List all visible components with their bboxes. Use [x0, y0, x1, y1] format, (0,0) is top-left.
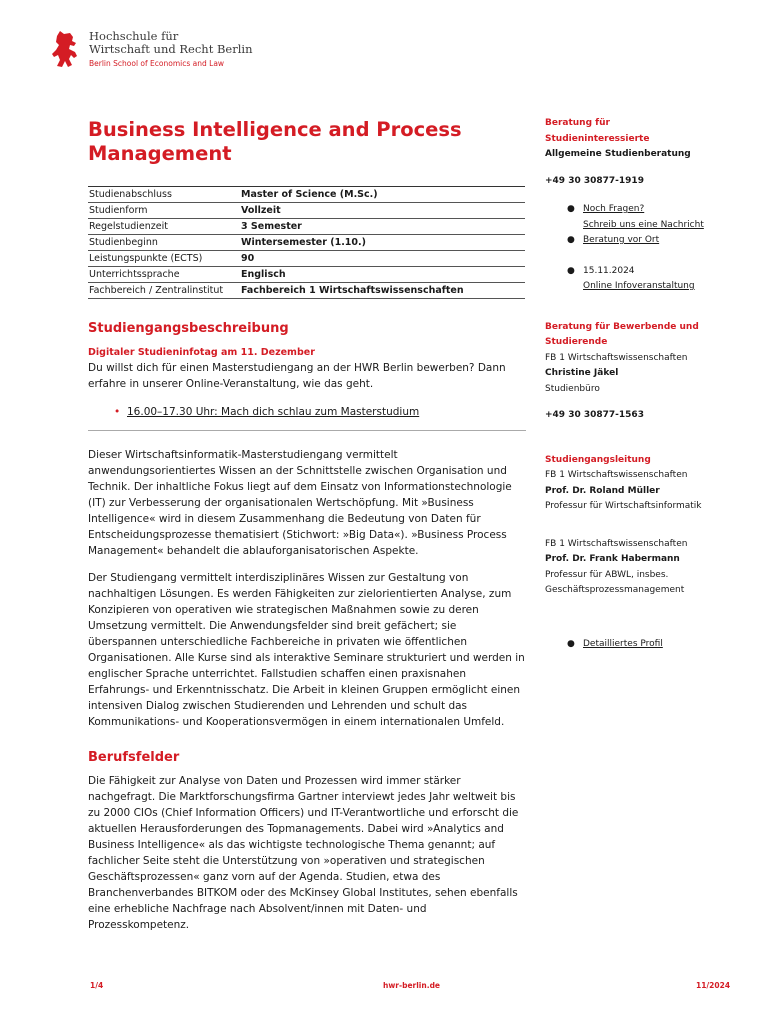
hwr-logo[interactable] [50, 30, 253, 68]
table-row [88, 219, 525, 235]
footer-date: 11/2024 [696, 981, 731, 990]
fact-value: Fachbereich 1 Wirtschaftswissenschaften [240, 283, 525, 299]
bullet-icon: ● [567, 204, 575, 214]
bullet-icon: • [114, 406, 121, 418]
applicant-name: Christine Jäkel [545, 368, 619, 378]
lead2-role-line1: Professur für ABWL, insbes. [545, 569, 669, 580]
section-heading-careers: Berufsfelder [88, 750, 180, 765]
logo-text-line1: Hochschule für [89, 29, 179, 43]
description-paragraph-2: Der Studiengang vermittelt interdisziplinäres Wissen zur Gestaltung von nachhaltigen Lösungen. Es werden Fähigkeiten zur zielorientierten Analyse, zum Konzipieren von operativen wie strategischen Maßnahmen sowie zu deren Umsetzung vermittelt. Die Anwendungsfelder sind breit gefächert; sie überspannen unterschiedliche Fachbereiche in privaten wie öffentlichen Organisationen. Alle Kurse sind als interaktive Seminare strukturiert und werden in englischer Sprache unterrichtet. Fallstudien schaffen einen praxisnahen Erfahrungs- und Erkenntnisschatz. Die Arbeit in kleinen Gruppen ermöglicht einen intensiven Dialog zwischen Studierenden und Lehrenden und schult das Kommunikations- und Kooperationsvermögen in einem internationalen Umfeld. [88, 572, 525, 728]
table-row [88, 267, 525, 283]
table-row [88, 235, 525, 251]
lead2-department: FB 1 Wirtschaftswissenschaften [545, 538, 688, 549]
applicant-contact [545, 320, 745, 424]
list-item [88, 404, 526, 420]
list-item [545, 233, 745, 249]
berlin-bear-icon [50, 30, 80, 68]
infotag-heading: Digitaler Studieninfotag am 11. Dezember [88, 347, 315, 358]
bullet-icon: ● [567, 265, 575, 276]
onsite-advice-link[interactable]: Beratung vor Ort [583, 235, 660, 245]
event-date: 15.11.2024 [583, 265, 635, 276]
question-link-line2[interactable]: Schreib uns eine Nachricht [583, 219, 704, 230]
logo-tagline: Berlin School of Economics and Law [89, 59, 225, 68]
lead1-role: Professur für Wirtschaftsinformatik [545, 501, 702, 511]
lead1-department: FB 1 Wirtschaftswissenschaften [545, 470, 688, 480]
page-title-line1: Business Intelligence and Process [88, 118, 462, 141]
infotag-text: Du willst dich für einen Masterstudiengang an der HWR Berlin bewerben? Dann erfahre in unserer Online-Veranstaltung, wie das geht. [88, 362, 506, 390]
programme-lead [545, 453, 745, 599]
fact-label: Regelstudienzeit [88, 219, 240, 235]
page-number: 1/4 [90, 981, 104, 990]
description-paragraph-1: Dieser Wirtschaftsinformatik-Masterstudiengang vermittelt anwendungsorientiertes Wissen an der Schnittstelle zwischen Organisation und Technik. Der inhaltliche Fokus liegt auf dem Einsatz von Informationstechnologie (IT) zur Verbesserung der organisationalen Wertschöpfung. Mit »Business Intelligence« wird in diesem Zusammenhang die Bedeutung von Daten für Entscheidungsprozesse thematisiert (Stichwort: »Big Data«). »Business Process Management« behandelt die ablauforganisatorischen Aspekte. [88, 449, 512, 557]
fact-label: Leistungspunkte (ECTS) [88, 251, 240, 267]
table-row [88, 251, 525, 267]
table-row [88, 283, 525, 299]
lead-heading: Studiengangsleitung [545, 454, 651, 465]
fact-label: Fachbereich / Zentralinstitut [88, 283, 240, 299]
lead1-name: Prof. Dr. Roland Müller [545, 485, 660, 496]
fact-label: Studienbeginn [88, 235, 240, 251]
table-row [88, 187, 525, 203]
table-row [88, 203, 525, 219]
advice-phone[interactable]: +49 30 30877-1919 [545, 175, 644, 186]
career-paragraph: Die Fähigkeit zur Analyse von Daten und Prozessen wird immer stärker nachgefragt. Die Marktforschungsfirma Gartner interviewt jedes Jahr weltweit bis zu 2000 CIOs (Chief Information Officers) und IT-Verantwortliche und erforscht die aktuellen Herausforderungen des Topmanagements. Dabei wird »Analytics and Business Intelligence« als das wichtigste technologische Thema genannt; auf fachlicher Seite steht die Unterstützung von »operativen und strategischen Geschäftsprozessen« ganz vorn auf der Agenda. Studien, etwa des Branchenverbandes BITKOM oder des McKinsey Global Institutes, sehen ebenfalls eine erhebliche Nachfrage nach Absolvent/innen mit Daten- und Prozesskompetenz. [88, 775, 519, 931]
advice-heading-line2: Studieninteressierte [545, 133, 650, 144]
applicant-department: FB 1 Wirtschaftswissenschaften [545, 352, 688, 363]
fact-value: Wintersemester (1.10.) [240, 235, 525, 251]
section-heading-description: Studiengangsbeschreibung [88, 321, 289, 336]
programme-facts-table [88, 186, 525, 299]
question-link-line1[interactable]: Noch Fragen? [583, 204, 645, 214]
main-content [88, 118, 526, 933]
advice-heading-line1: Beratung für [545, 118, 610, 128]
list-item [545, 264, 745, 295]
list-item [545, 637, 745, 653]
applicant-role: Studienbüro [545, 383, 600, 394]
lead2-role-line2: Geschäftsprozessmanagement [545, 585, 685, 595]
bullet-icon: ● [567, 235, 575, 245]
fact-label: Unterrichtssprache [88, 267, 240, 283]
bullet-icon: ● [567, 638, 575, 649]
fact-label: Studienabschluss [88, 187, 240, 203]
list-item [545, 202, 745, 233]
page-title-line2: Management [88, 142, 232, 165]
fact-value: 90 [240, 251, 525, 267]
infotag-link[interactable]: 16.00–17.30 Uhr: Mach dich schlau zum Masterstudium [127, 406, 420, 418]
fact-value: Englisch [240, 267, 525, 283]
page-title [88, 118, 526, 166]
applicant-phone[interactable]: +49 30 30877-1563 [545, 410, 644, 420]
lead2-name: Prof. Dr. Frank Habermann [545, 554, 680, 564]
applicant-heading-line1: Beratung für Bewerbende und [545, 321, 699, 332]
fact-value: Master of Science (M.Sc.) [240, 187, 525, 203]
logo-text-line2: Wirtschaft und Recht Berlin [89, 42, 253, 56]
footer-website[interactable]: hwr-berlin.de [383, 981, 441, 990]
fact-value: Vollzeit [240, 203, 525, 219]
applicant-heading-line2: Studierende [545, 337, 608, 347]
contact-sidebar [545, 116, 745, 652]
divider [88, 430, 526, 431]
event-link[interactable]: Online Infoveranstaltung [583, 281, 695, 291]
profile-link[interactable]: Detailliertes Profil [583, 638, 663, 649]
fact-value: 3 Semester [240, 219, 525, 235]
advice-subheading: Allgemeine Studienberatung [545, 149, 691, 159]
fact-label: Studienform [88, 203, 240, 219]
